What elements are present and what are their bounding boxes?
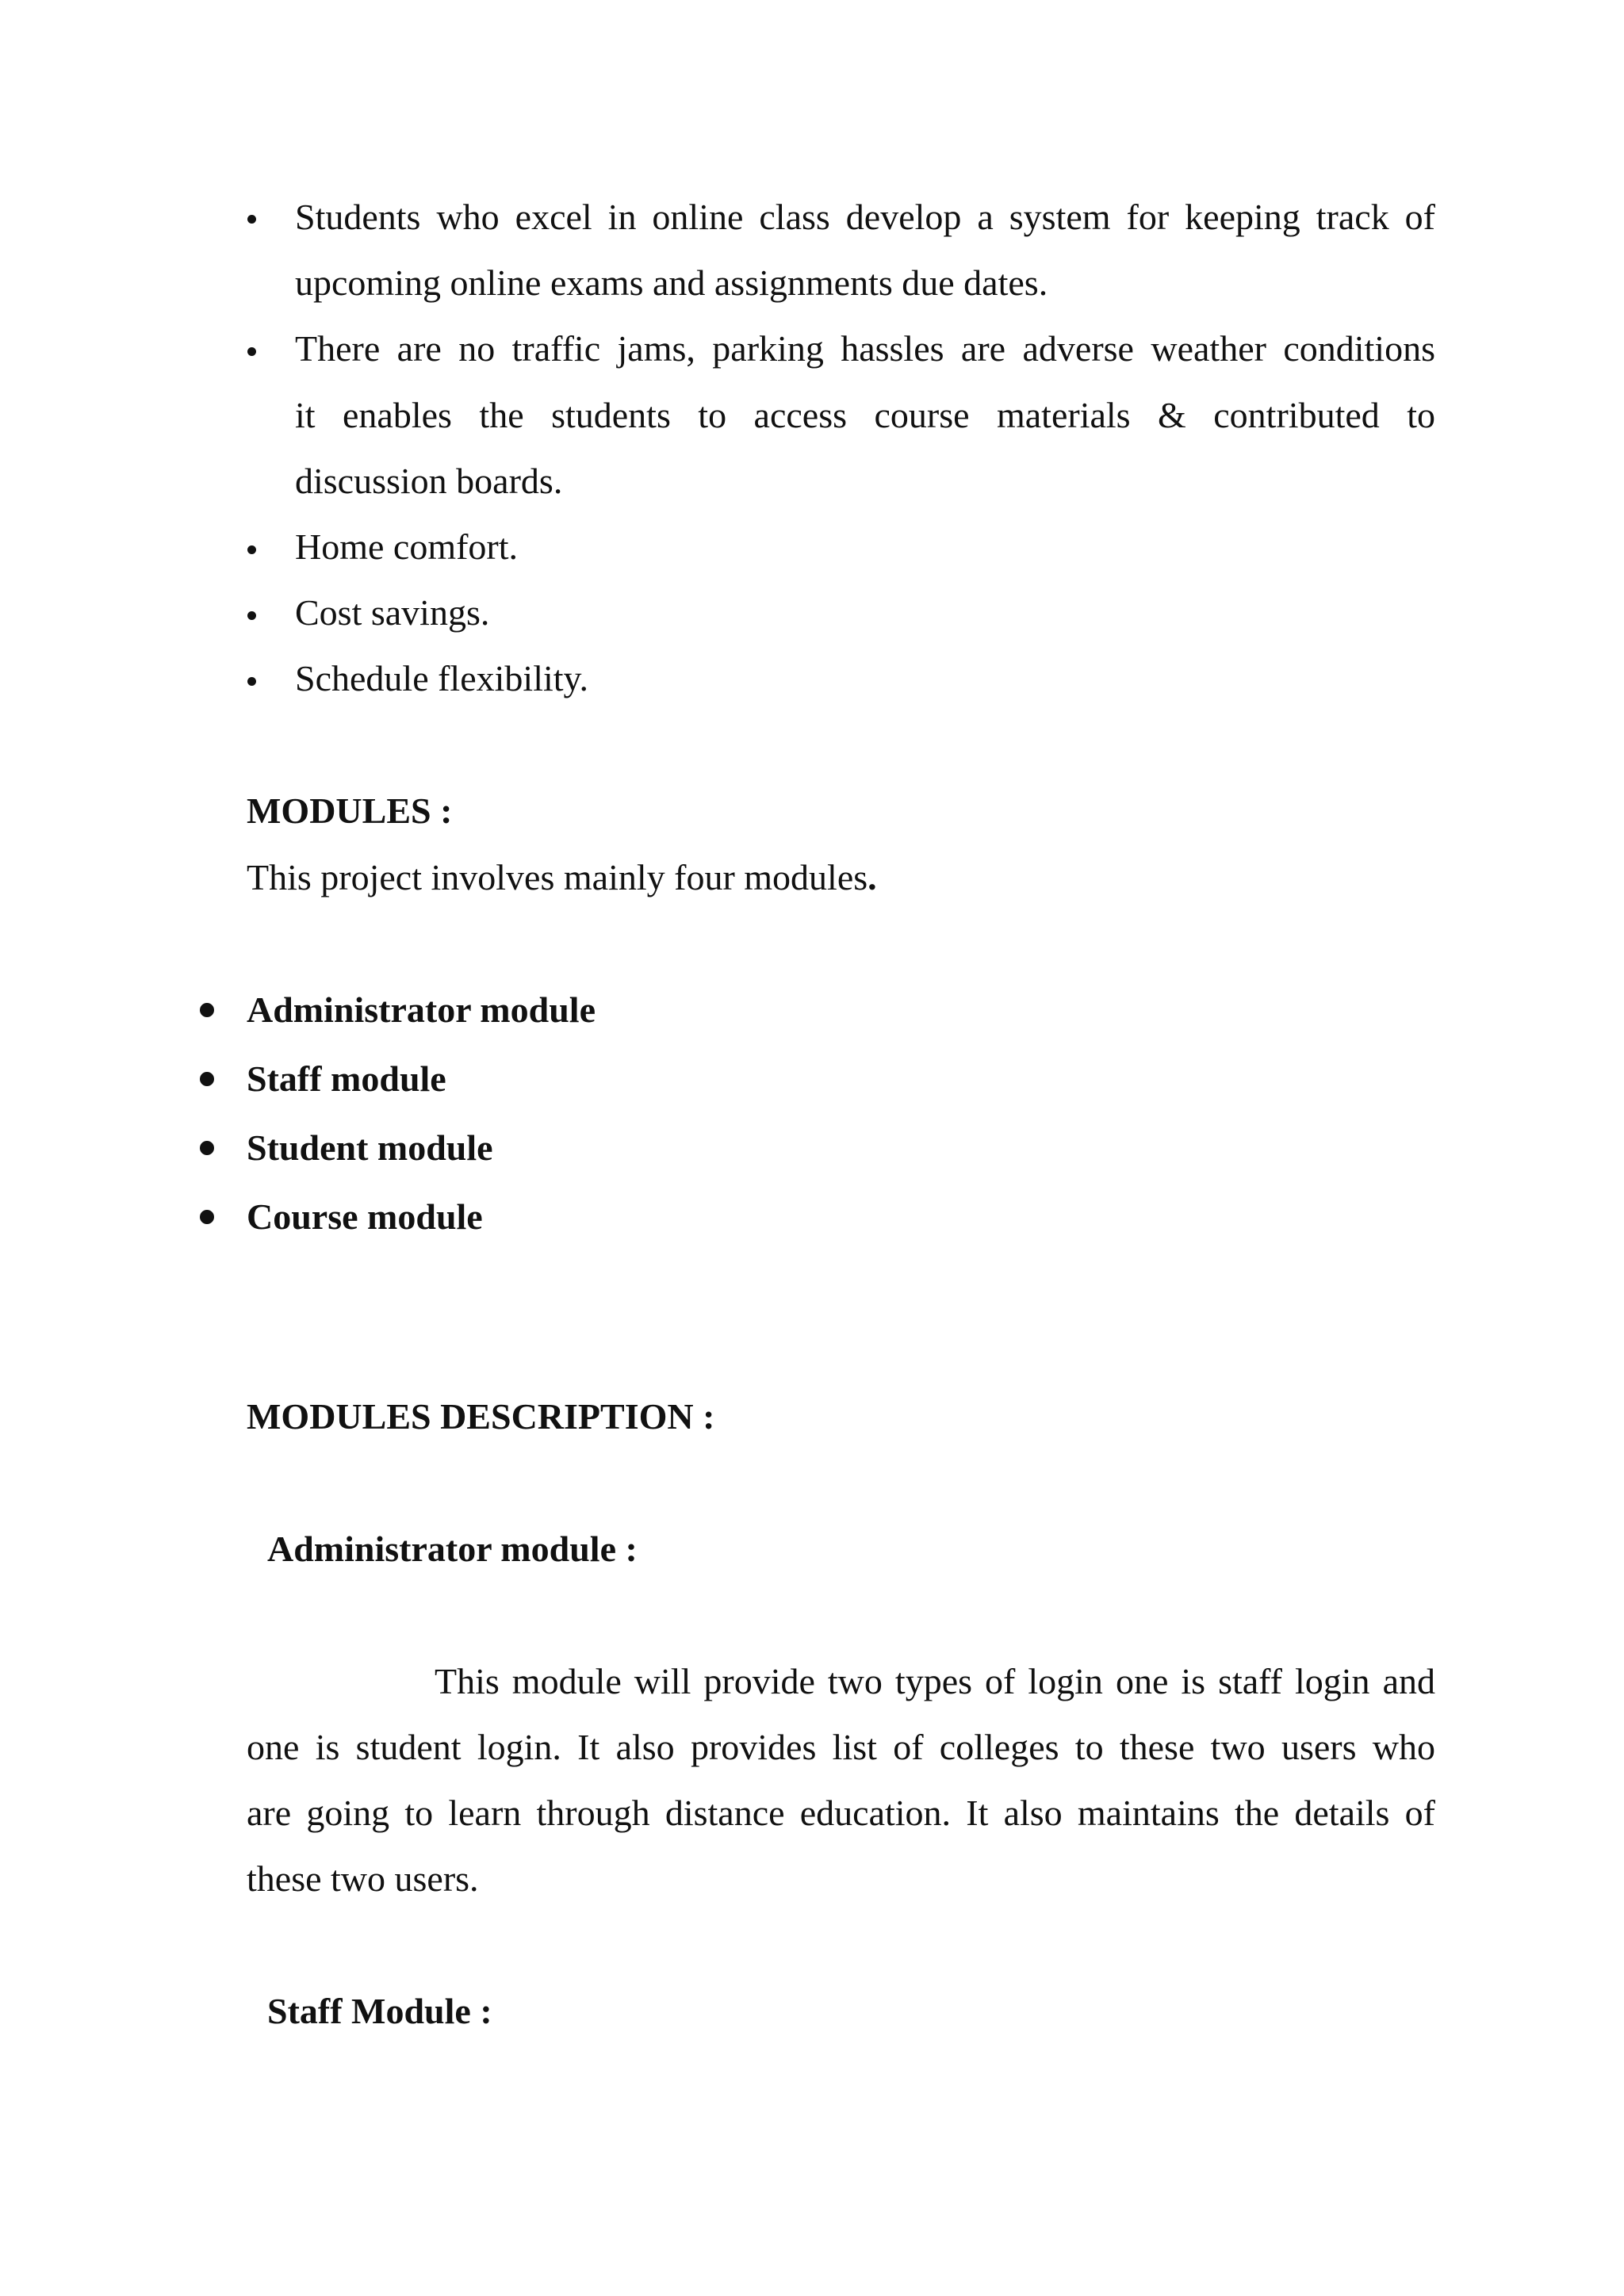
modules-description-heading: MODULES DESCRIPTION : [247, 1396, 715, 1437]
benefit-line: Schedule flexibility. [295, 658, 589, 698]
paragraph-line: these two users. [247, 1858, 479, 1899]
bullet-icon [200, 1210, 214, 1224]
administrator-module-heading: Administrator module : [267, 1529, 638, 1569]
benefit-line: upcoming online exams and assignments due dates. [295, 262, 1048, 303]
bullet-icon [200, 1141, 214, 1155]
module-item-label: Student module [247, 1127, 493, 1168]
bullet-icon [200, 1003, 214, 1017]
bullet-icon [247, 347, 256, 356]
modules-intro-text: This project involves mainly four modules [247, 857, 868, 897]
module-item-label: Administrator module [247, 989, 596, 1030]
benefit-line: Students who excel in online class develop a system for keeping track of [295, 197, 1435, 237]
bullet-icon [247, 677, 256, 686]
module-item-label: Staff module [247, 1058, 446, 1099]
bullet-icon [247, 545, 256, 554]
modules-intro [247, 859, 877, 897]
benefit-line: Cost savings. [295, 592, 490, 633]
benefit-line: it enables the students to access course materials & contributed to [295, 395, 1435, 435]
benefit-line: Home comfort. [295, 526, 519, 567]
modules-intro-period: . [868, 857, 877, 897]
bullet-icon [200, 1072, 214, 1086]
benefit-line: discussion boards. [295, 461, 563, 501]
bullet-icon [247, 215, 256, 224]
benefit-line: There are no traffic jams, parking hassles are adverse weather conditions [295, 328, 1435, 369]
paragraph-line: This module will provide two types of login one is staff login and [435, 1661, 1435, 1701]
modules-heading: MODULES : [247, 790, 453, 831]
paragraph-line: one is student login. It also provides list of colleges to these two users who [247, 1727, 1435, 1767]
bullet-icon [247, 611, 256, 620]
paragraph-line: are going to learn through distance education. It also maintains the details of [247, 1793, 1435, 1833]
module-item-label: Course module [247, 1196, 483, 1237]
staff-module-heading: Staff Module : [267, 1991, 492, 2031]
